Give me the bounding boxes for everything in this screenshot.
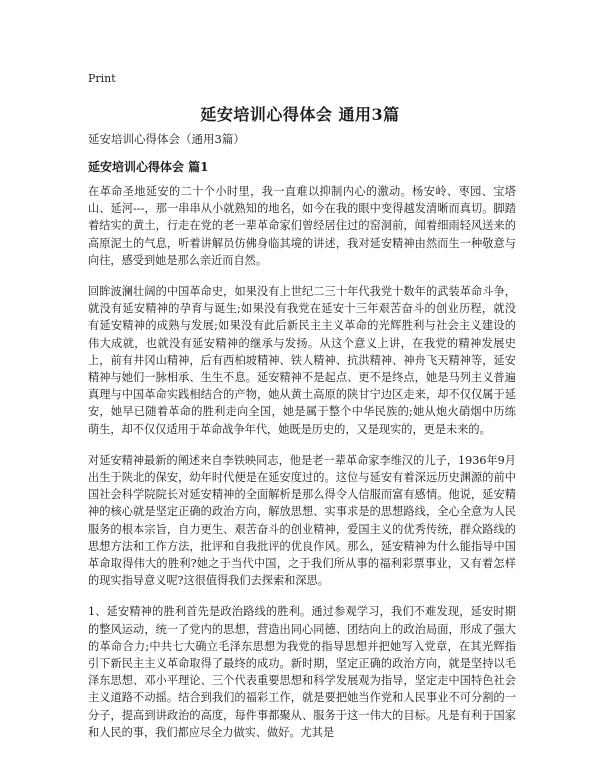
- section-heading: 延安培训心得体会 篇1: [88, 160, 209, 174]
- paragraph-1: 在革命圣地延安的二十个小时里，我一直难以抑制内心的激动。杨安岭、枣园、宝塔山、延河---，那一串串从小就熟知的地名，如今在我的眼中变得越发清晰而真切。脚踏着结实的黄土，行走在党的老一辈革命家们曾经居住过的窑洞前，闻着细雨轻风送来的高原泥土的气息，听着讲解员仿佛身临其境的讲述，我对延安精神由然而生一种敬意与向往，感受到她是那么亲近而自然。: [88, 185, 516, 267]
- article-body: [88, 183, 516, 755]
- paragraph-2: 回眸波澜壮阔的中国革命史，如果没有上世纪二三十年代我党十数年的武装革命斗争，就没有延安精神的孕育与诞生;如果没有我党在延安十三年艰苦奋斗的创业历程，就没有延安精神的成熟与发展;如果没有此后新民主主义革命的光辉胜利与社会主义建设的伟大成就，也就没有延安精神的继承与发扬。从这个意义上讲，在我党的精神发展史上，前有井冈山精神，后有西柏坡精神、铁人精神、抗洪精神、神舟飞天精神等，延安精神与她们一脉相承、生生不息。延安精神不是起点、更不是终点，她是马列主义普遍真理与中国革命实践相结合的产物，她从黄土高原的陕甘宁边区走来，却不仅仅属于延安，她早已随着革命的胜利走向全国，她是属于整个中华民族的;她从炮火硝烟中历练萌生，却不仅仅适用于革命战争年代，她既是历史的，又是现实的，更是未来的。: [88, 285, 516, 436]
- document-subtitle: 延安培训心得体会（通用3篇）: [88, 132, 245, 146]
- paragraph-4: 1、延安精神的胜利首先是政治路线的胜利。通过参观学习，我们不难发现，延安时期的整风运动，统一了党内的思想，营造出同心同德、团结向上的政治局面，形成了强大的革命合力;中共七大确立毛泽东思想为我党的指导思想并把她写入党章，在其光辉指引下新民主主义革命取得了最终的成功。新时期，坚定正确的政治方向，就是坚持以毛泽东思想、邓小平理论、三个代表重要思想和科学发展观为指导，坚定走中国特色社会主义道路不动摇。结合到我们的福彩工作，就是要把她当作党和人民事业不可分割的一分子，提高到讲政治的高度，每件事都聚从、服务于这一伟大的目标。凡是有利于国家和人民的事，我们都应尽全力做实、做好。尤其是: [88, 605, 516, 739]
- paragraph-3: 对延安精神最新的阐述来自李铁映同志，他是老一辈革命家李维汉的儿子，1936年9月出生于陕北的保安，幼年时代便是在延安度过的。这位与延安有着深远历史渊源的前中国社会科学院院长对延安精神的全面解析是那么得令人信服而富有感情。他说，延安精神的核心就是坚定正确的政治方向，解放思想、实事求是的思想路线，全心全意为人民服务的根本宗旨，自力更生、艰苦奋斗的创业精神，爱国主义的优秀传统，群众路线的思想方法和工作方法，批评和自我批评的优良作风。那么，延安精神为什么能指导中国革命取得伟大的胜利?她之于当代中国，之于我们所从事的福利彩票事业，又有着怎样的现实指导意义呢?这很值得我们去探索和深思。: [88, 453, 516, 588]
- print-link[interactable]: Print: [88, 72, 116, 85]
- document-title: 延安培训心得体会 通用3篇: [200, 105, 400, 124]
